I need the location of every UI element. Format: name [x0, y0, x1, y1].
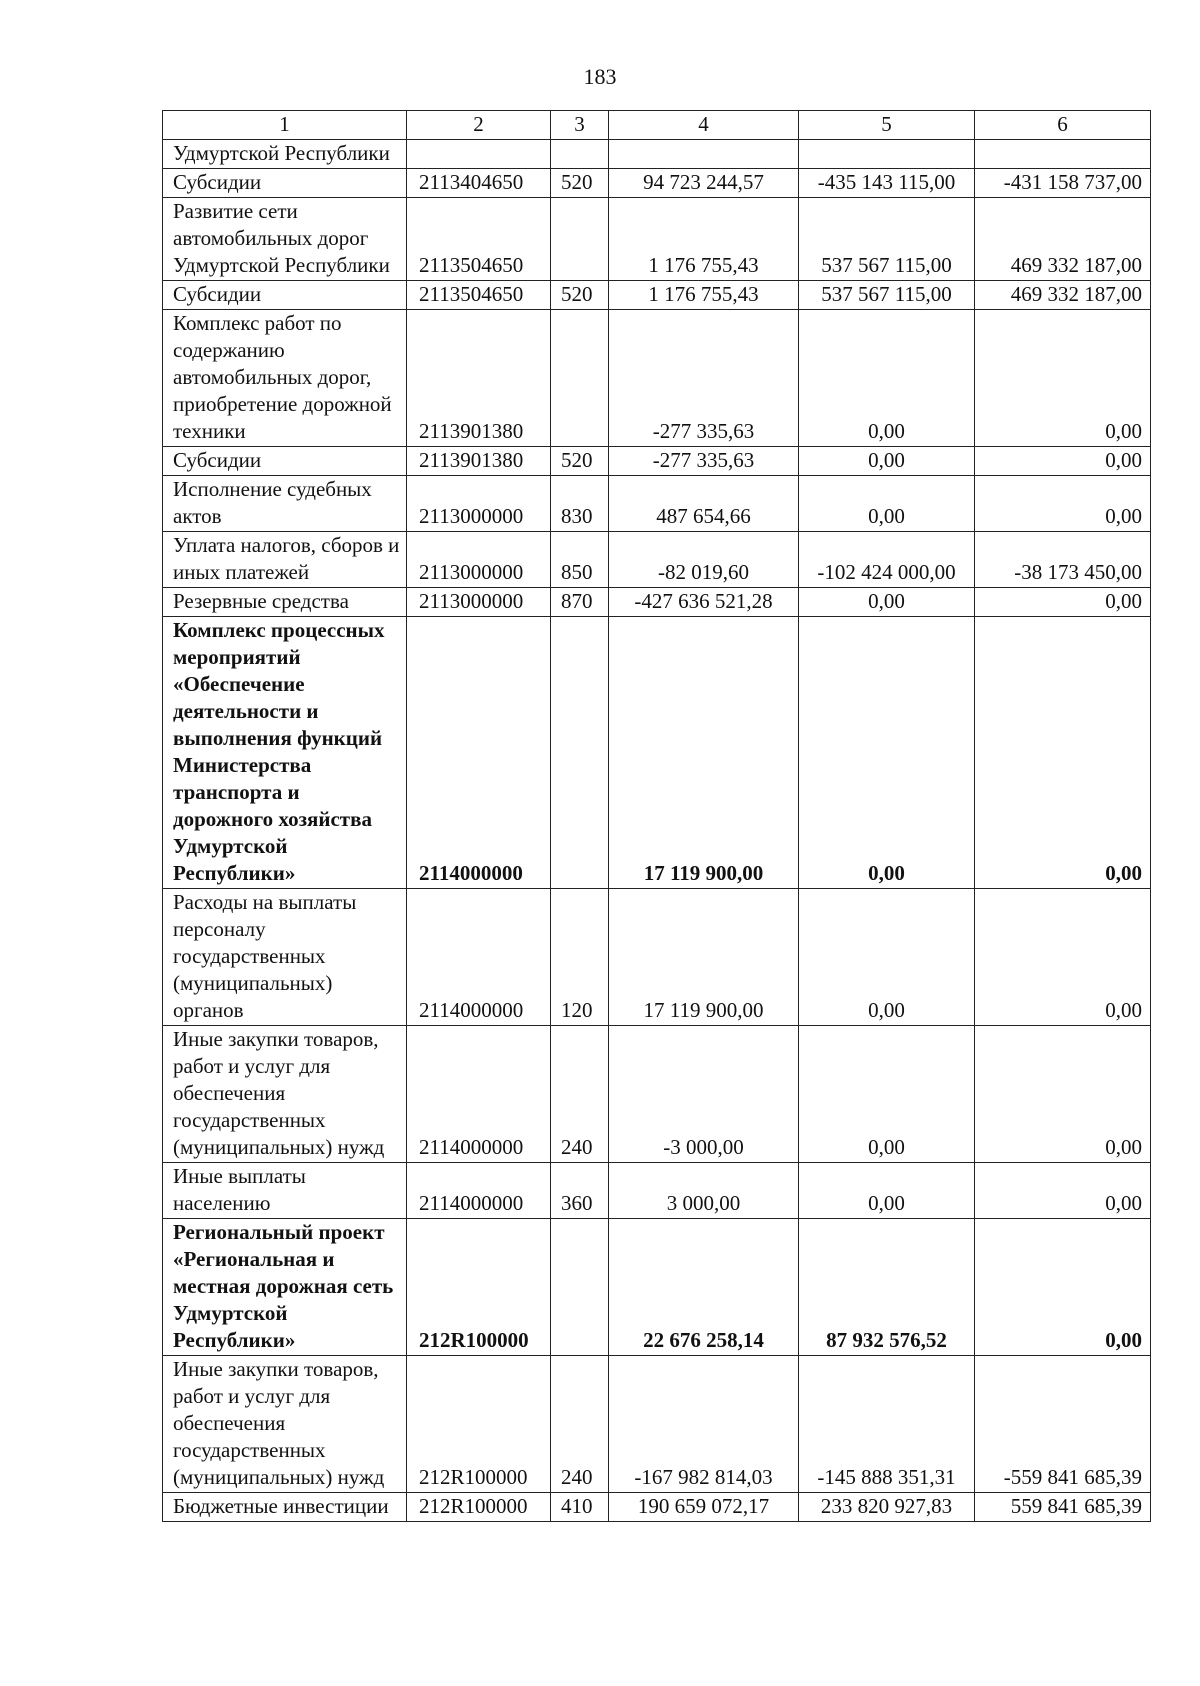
row-value-5-cell: 0,00: [799, 1163, 975, 1219]
header-cell-1: 1: [163, 111, 407, 140]
row-expense-type-cell: [551, 1219, 609, 1356]
header-cell-5: 5: [799, 111, 975, 140]
row-value-6-cell: 0,00: [975, 1219, 1151, 1356]
row-value-5-cell: -102 424 000,00: [799, 532, 975, 588]
row-value-6-cell: 0,00: [975, 310, 1151, 447]
table-row: [163, 1219, 1151, 1356]
row-value-5-cell: 0,00: [799, 588, 975, 617]
table-row: [163, 588, 1151, 617]
row-expense-type-cell: 360: [551, 1163, 609, 1219]
table-row: [163, 310, 1151, 447]
row-value-5-cell: -435 143 115,00: [799, 169, 975, 198]
row-expense-type-cell: 850: [551, 532, 609, 588]
row-value-6-cell: 0,00: [975, 889, 1151, 1026]
row-expense-type-cell: 120: [551, 889, 609, 1026]
row-value-6-cell: 0,00: [975, 447, 1151, 476]
row-value-5-cell: 537 567 115,00: [799, 281, 975, 310]
row-value-5-cell: 233 820 927,83: [799, 1493, 975, 1522]
row-code-cell: 2113000000: [407, 532, 551, 588]
table-row: [163, 889, 1151, 1026]
row-code-cell: 2113000000: [407, 476, 551, 532]
table-row: [163, 1493, 1151, 1522]
row-value-4-cell: 22 676 258,14: [609, 1219, 799, 1356]
row-value-6-cell: [975, 140, 1151, 169]
row-name-cell: Удмуртской Республики: [163, 140, 407, 169]
row-value-4-cell: [609, 140, 799, 169]
row-value-4-cell: 94 723 244,57: [609, 169, 799, 198]
budget-table: [162, 110, 1151, 1522]
row-expense-type-cell: 520: [551, 281, 609, 310]
row-code-cell: 2114000000: [407, 617, 551, 889]
row-expense-type-cell: [551, 198, 609, 281]
table-row: [163, 169, 1151, 198]
row-expense-type-cell: 520: [551, 447, 609, 476]
row-code-cell: 2113901380: [407, 447, 551, 476]
row-code-cell: 2114000000: [407, 1163, 551, 1219]
row-name-cell: Иные закупки товаров, работ и услуг для обеспечения государственных (муниципальных) нужд: [163, 1026, 407, 1163]
table-row: [163, 281, 1151, 310]
row-value-5-cell: 0,00: [799, 476, 975, 532]
table-row: [163, 532, 1151, 588]
row-expense-type-cell: 240: [551, 1356, 609, 1493]
table-row: [163, 1026, 1151, 1163]
row-expense-type-cell: 870: [551, 588, 609, 617]
row-value-5-cell: 0,00: [799, 310, 975, 447]
row-value-4-cell: 487 654,66: [609, 476, 799, 532]
row-value-5-cell: -145 888 351,31: [799, 1356, 975, 1493]
row-expense-type-cell: 240: [551, 1026, 609, 1163]
row-code-cell: 2113000000: [407, 588, 551, 617]
row-name-cell: Уплата налогов, сборов и иных платежей: [163, 532, 407, 588]
header-cell-4: 4: [609, 111, 799, 140]
header-cell-2: 2: [407, 111, 551, 140]
row-value-6-cell: -431 158 737,00: [975, 169, 1151, 198]
row-value-6-cell: 0,00: [975, 588, 1151, 617]
row-name-cell: Комплекс работ по содержанию автомобильных дорог, приобретение дорожной техники: [163, 310, 407, 447]
row-name-cell: Развитие сети автомобильных дорог Удмуртской Республики: [163, 198, 407, 281]
row-code-cell: 2113404650: [407, 169, 551, 198]
row-code-cell: [407, 140, 551, 169]
table-row: [163, 476, 1151, 532]
header-cell-3: 3: [551, 111, 609, 140]
row-value-4-cell: -427 636 521,28: [609, 588, 799, 617]
row-value-4-cell: -82 019,60: [609, 532, 799, 588]
row-code-cell: 2113504650: [407, 281, 551, 310]
row-code-cell: 2113504650: [407, 198, 551, 281]
row-name-cell: Иные закупки товаров, работ и услуг для обеспечения государственных (муниципальных) нужд: [163, 1356, 407, 1493]
row-name-cell: Резервные средства: [163, 588, 407, 617]
row-value-6-cell: 469 332 187,00: [975, 281, 1151, 310]
row-name-cell: Комплекс процессных мероприятий «Обеспечение деятельности и выполнения функций Министерства транспорта и дорожного хозяйства Удмуртской Республики»: [163, 617, 407, 889]
row-name-cell: Субсидии: [163, 447, 407, 476]
row-value-6-cell: 0,00: [975, 1026, 1151, 1163]
row-value-6-cell: 0,00: [975, 1163, 1151, 1219]
row-code-cell: 212R100000: [407, 1493, 551, 1522]
table-row: [163, 198, 1151, 281]
row-code-cell: 2113901380: [407, 310, 551, 447]
row-value-5-cell: 537 567 115,00: [799, 198, 975, 281]
row-name-cell: Субсидии: [163, 169, 407, 198]
row-value-4-cell: 3 000,00: [609, 1163, 799, 1219]
row-code-cell: 212R100000: [407, 1356, 551, 1493]
row-value-4-cell: 1 176 755,43: [609, 281, 799, 310]
table-row: [163, 447, 1151, 476]
row-value-4-cell: 190 659 072,17: [609, 1493, 799, 1522]
row-code-cell: 212R100000: [407, 1219, 551, 1356]
row-value-5-cell: 0,00: [799, 1026, 975, 1163]
row-value-4-cell: -277 335,63: [609, 447, 799, 476]
row-name-cell: Субсидии: [163, 281, 407, 310]
row-value-4-cell: -277 335,63: [609, 310, 799, 447]
row-value-4-cell: 1 176 755,43: [609, 198, 799, 281]
table-row: [163, 617, 1151, 889]
row-expense-type-cell: [551, 310, 609, 447]
row-value-6-cell: -559 841 685,39: [975, 1356, 1151, 1493]
row-value-6-cell: 559 841 685,39: [975, 1493, 1151, 1522]
row-value-4-cell: -167 982 814,03: [609, 1356, 799, 1493]
row-name-cell: Исполнение судебных актов: [163, 476, 407, 532]
row-value-6-cell: -38 173 450,00: [975, 532, 1151, 588]
table-row: [163, 140, 1151, 169]
row-value-5-cell: [799, 140, 975, 169]
row-value-4-cell: 17 119 900,00: [609, 889, 799, 1026]
table-header-row: [163, 111, 1151, 140]
row-value-6-cell: 0,00: [975, 476, 1151, 532]
row-name-cell: Бюджетные инвестиции: [163, 1493, 407, 1522]
row-expense-type-cell: 830: [551, 476, 609, 532]
row-name-cell: Расходы на выплаты персоналу государственных (муниципальных) органов: [163, 889, 407, 1026]
table-row: [163, 1356, 1151, 1493]
row-value-5-cell: 0,00: [799, 447, 975, 476]
row-value-4-cell: 17 119 900,00: [609, 617, 799, 889]
table-row: [163, 1163, 1151, 1219]
row-code-cell: 2114000000: [407, 1026, 551, 1163]
row-value-4-cell: -3 000,00: [609, 1026, 799, 1163]
row-code-cell: 2114000000: [407, 889, 551, 1026]
row-value-6-cell: 469 332 187,00: [975, 198, 1151, 281]
row-name-cell: Иные выплаты населению: [163, 1163, 407, 1219]
row-value-5-cell: 87 932 576,52: [799, 1219, 975, 1356]
row-name-cell: Региональный проект «Региональная и местная дорожная сеть Удмуртской Республики»: [163, 1219, 407, 1356]
row-expense-type-cell: [551, 617, 609, 889]
row-expense-type-cell: 520: [551, 169, 609, 198]
row-expense-type-cell: 410: [551, 1493, 609, 1522]
row-value-5-cell: 0,00: [799, 617, 975, 889]
row-value-5-cell: 0,00: [799, 889, 975, 1026]
row-expense-type-cell: [551, 140, 609, 169]
header-cell-6: 6: [975, 111, 1151, 140]
row-value-6-cell: 0,00: [975, 617, 1151, 889]
page-number: 183: [583, 64, 617, 89]
